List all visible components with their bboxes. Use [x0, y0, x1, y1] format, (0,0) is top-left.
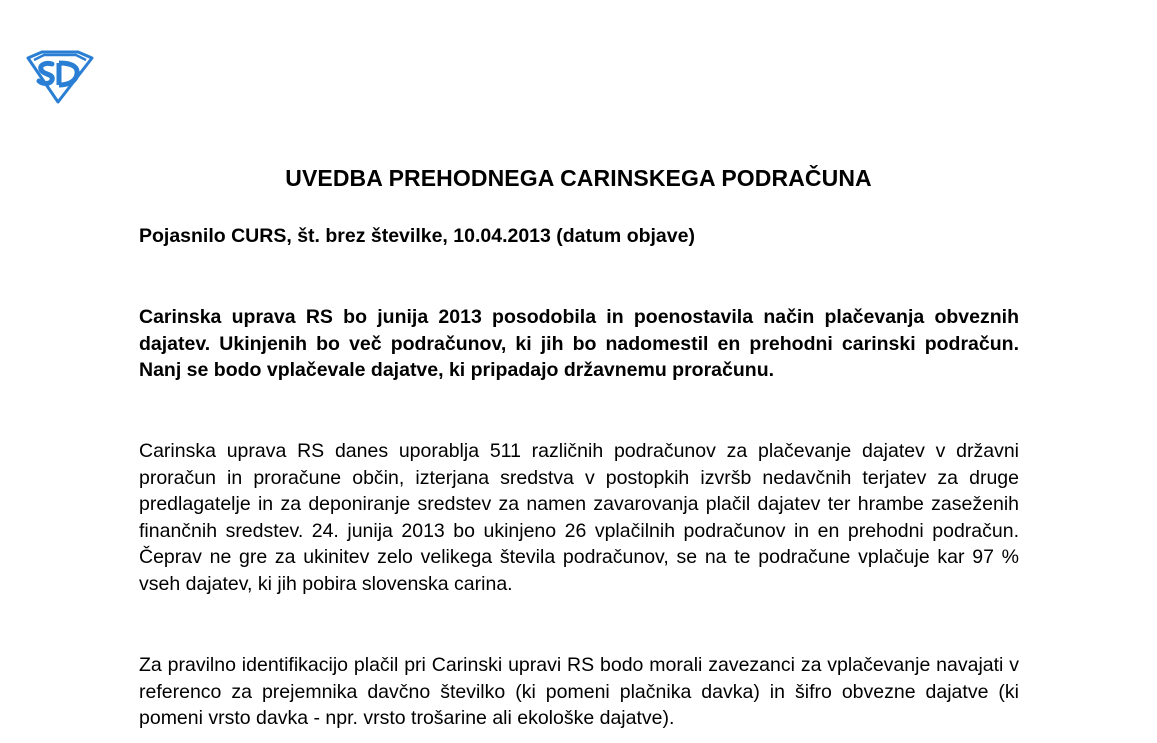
- document-subtitle: Pojasnilo CURS, št. brez številke, 10.04.2013 (datum objave): [139, 225, 695, 247]
- body-paragraph: Za pravilno identifikacijo plačil pri Carinski upravi RS bodo morali zavezanci za vplačevanje navajati v referenco za prejemnika davčno številko (ki pomeni plačnika davka) in šifro obvezne dajatve (ki pomeni vrsto davka - npr. vrsto trošarine ali ekološke dajatve).: [139, 654, 1019, 729]
- sd-shield-logo-icon: [22, 50, 96, 104]
- intro-paragraph: Carinska uprava RS bo junija 2013 posodobila in poenostavila način plačevanja obveznih dajatev. Ukinjenih bo več podračunov, ki jih bo nadomestil en prehodni carinski podračun. Nanj se bodo vplačevale dajatve, ki pripadajo državnemu proračunu.: [139, 306, 1019, 381]
- document-title: UVEDBA PREHODNEGA CARINSKEGA PODRAČUNA: [285, 165, 872, 191]
- body-paragraph: Carinska uprava RS danes uporablja 511 različnih podračunov za plačevanje dajatev v državni proračun in proračune občin, izterjana sredstva v postopkih izvršb nedavčnih terjatev za druge predlagatelje in za deponiranje sredstev za namen zavarovanja plačil dajatev ter hrambe zaseženih finančnih sredstev. 24. junija 2013 bo ukinjeno 26 vplačilnih podračunov in en prehodni podračun. Čeprav ne gre za ukinitev zelo velikega števila podračunov, se na te podračune vplačuje kar 97 % vseh dajatev, ki jih pobira slovenska carina.: [139, 440, 1019, 595]
